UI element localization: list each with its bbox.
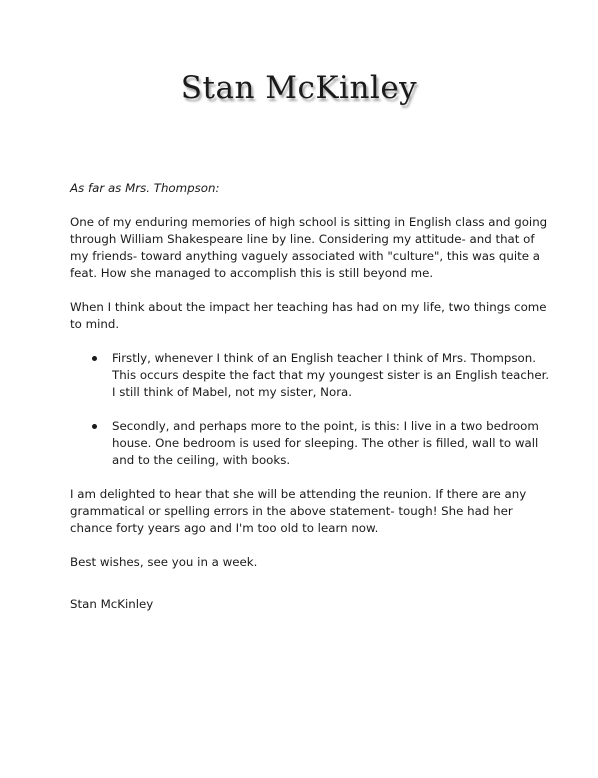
bullet-list: [70, 350, 550, 469]
letter-heading: Stan McKinley: [180, 70, 418, 106]
bullet-text: Secondly, and perhaps more to the point, is this: I live in a two bedroom house. One bedroom is used for sleeping. The other is filled, wall to wall and to the ceiling, with books.: [112, 419, 539, 467]
paragraph-reunion: I am delighted to hear that she will be attending the reunion. If there are any grammatical or spelling errors in the above statement- tough! She had her chance forty years ago and I'm too old to learn now.: [70, 487, 527, 535]
paragraph-closing: Best wishes, see you in a week.: [70, 555, 258, 569]
greeting-line: As far as Mrs. Thompson:: [70, 181, 220, 195]
bullet-item-firstly: [70, 350, 550, 401]
bullet-text: Firstly, whenever I think of an English teacher I think of Mrs. Thompson. This occurs despite the fact that my youngest sister is an English teacher. I still think of Mabel, not my sister, Nora.: [112, 351, 550, 399]
letter-body: [70, 180, 550, 613]
bullet-dot-icon: [92, 356, 97, 361]
bullet-dot-icon: [92, 424, 97, 429]
paragraph-impact: When I think about the impact her teaching has had on my life, two things come to mind.: [70, 300, 547, 331]
signature: Stan McKinley: [70, 597, 154, 611]
bullet-item-secondly: [70, 418, 550, 469]
paragraph-memories: One of my enduring memories of high school is sitting in English class and going through William Shakespeare line by line. Considering my attitude- and that of my friends- toward anything vaguely associated with "culture", this was quite a feat. How she managed to accomplish this is still beyond me.: [70, 215, 548, 280]
